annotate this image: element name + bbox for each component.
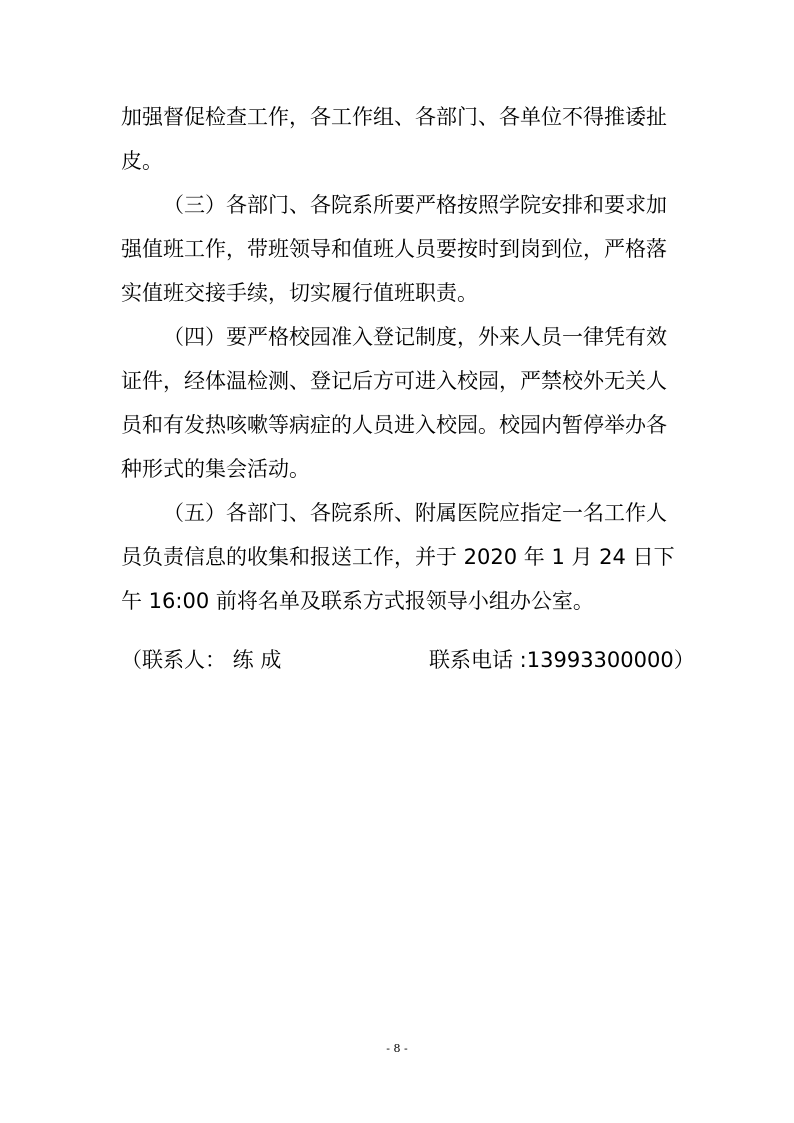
text-line: 午 16:00 前将名单及联系方式报领导小组办公室。	[121, 589, 594, 613]
text-line: 实值班交接手续，切实履行值班职责。	[121, 281, 478, 305]
text-line: 强值班工作，带班领导和值班人员要按时到岗到位，严格落	[121, 237, 667, 261]
paragraph-4-start: （四）要严格校园准入登记制度，外来人员一律凭有效	[163, 325, 667, 349]
paragraph-3-start: （三）各部门、各院系所要严格按照学院安排和要求加	[163, 193, 667, 217]
text-line: 员负责信息的收集和报送工作，并于 2020 年 1 月 24 日下	[121, 545, 675, 569]
text-line: 加强督促检查工作，各工作组、各部门、各单位不得推诿扯	[121, 105, 667, 129]
text-line: 证件，经体温检测、登记后方可进入校园，严禁校外无关人	[121, 369, 667, 393]
contact-info	[121, 645, 695, 675]
paragraph-5-start: （五）各部门、各院系所、附属医院应指定一名工作人	[163, 501, 667, 525]
text-line: 员和有发热咳嗽等病症的人员进入校园。校园内暂停举办各	[121, 413, 667, 437]
contact-person: （联系人： 练 成	[121, 648, 282, 672]
contact-phone: 联系电话 :13993300000）	[429, 648, 695, 672]
text-line: 皮。	[121, 149, 163, 173]
text-line: 种形式的集会活动。	[121, 457, 310, 481]
page-number: - 8 -	[386, 1042, 408, 1055]
